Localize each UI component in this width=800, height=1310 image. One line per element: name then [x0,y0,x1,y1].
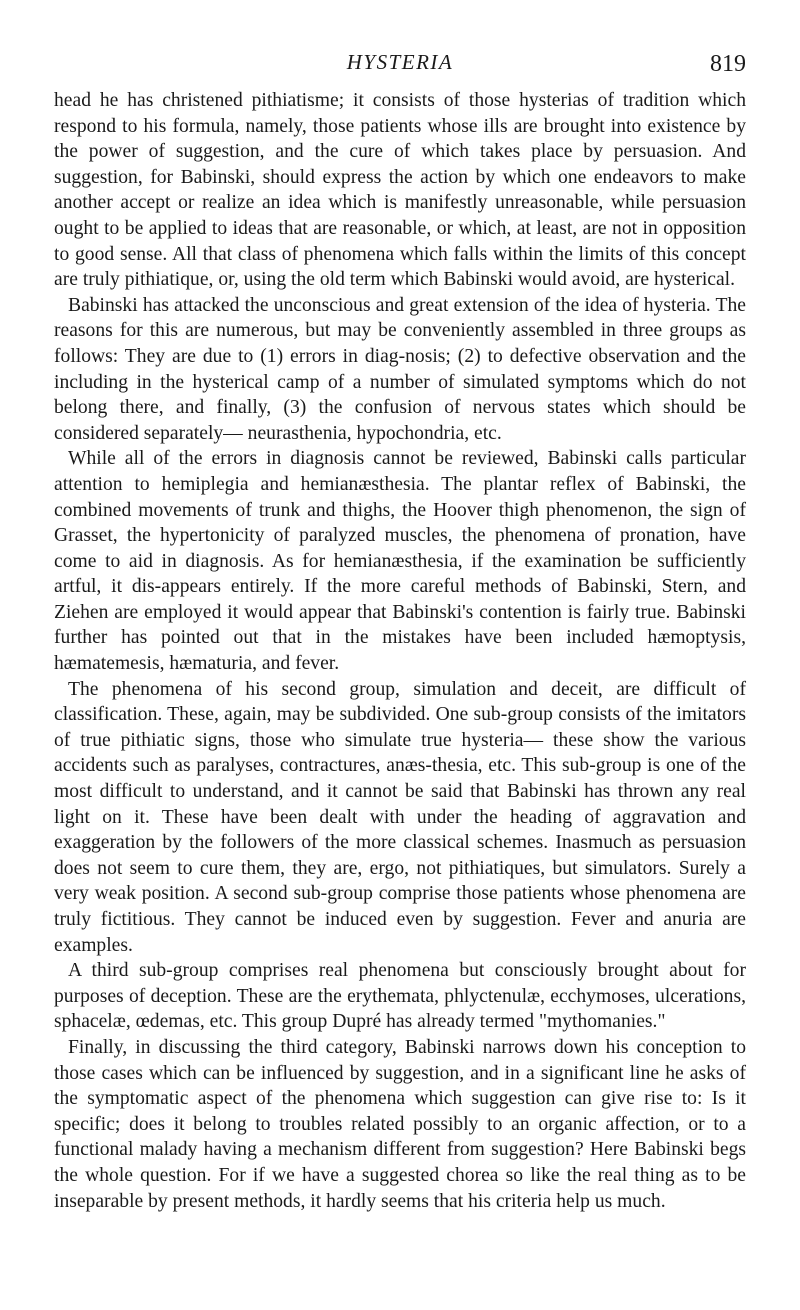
paragraph-2: Babinski has attacked the unconscious and great extension of the idea of hysteria. The reasons for this are numerous, but may be conveniently assembled in three groups as follows: They are due to (1) errors in diag-nosis; (2) to defective observation and the including in the hysterical camp of a number of simulated symptoms which do not belong there, and finally, (3) the confusion of nervous states which should be considered separately— neurasthenia, hypochondria, etc. [54,294,746,444]
page-number: 819 [710,51,746,77]
paragraph-5: A third sub-group comprises real phenomena but consciously brought about for purposes of deception. These are the erythemata, phlyctenulæ, ecchymoses, ulcerations, sphacelæ, œdemas, etc. This group Dupré has already termed "mythomanies." [54,960,746,1033]
paragraph-6: Finally, in discussing the third category, Babinski narrows down his conception to those cases which can be influenced by suggestion, and in a significant line he asks of the symptomatic aspect of the phenomena which suggestion can give rise to: Is it specific; does it belong to troubles related possibly to an organic affection, or to a functional malady having a mechanism different from suggestion? Here Babinski begs the whole question. For if we have a suggested chorea so like the real thing as to be inseparable by present methods, it hardly seems that his criteria help us much. [54,1036,746,1212]
running-head [0,44,800,80]
running-title: HYSTERIA [346,50,454,74]
paragraph-3: While all of the errors in diagnosis cannot be reviewed, Babinski calls particular attention to hemiplegia and hemianæsthesia. The plantar reflex of Babinski, the combined movements of trunk and thighs, the Hoover thigh phenomenon, the sign of Grasset, the hypertonicity of paralyzed muscles, the phenomena of pronation, have come to aid in diagnosis. As for hemianæsthesia, if the examination be sufficiently artful, it dis-appears entirely. If the more careful methods of Babinski, Stern, and Ziehen are employed it would appear that Babinski's contention is fairly true. Babinski further has pointed out that in the mistakes have been included hæmoptysis, hæmatemesis, hæmaturia, and fever. [54,448,746,675]
body-text [54,88,746,1214]
paragraph-1: head he has christened pithiatisme; it consists of those hysterias of tradition which respond to his formula, namely, those patients whose ills are brought into existence by the power of suggestion, and the cure of which takes place by persuasion. And suggestion, for Babinski, should express the action by which one endeavors to make another accept or realize an idea which is manifestly unreasonable, while persuasion ought to be applied to ideas that are reasonable, or which, at least, are not in opposition to good sense. All that class of phenomena which falls within the limits of this concept are truly pithiatique, or, using the old term which Babinski would avoid, are hysterical. [54,90,746,291]
paragraph-4: The phenomena of his second group, simulation and deceit, are difficult of classification. These, again, may be subdivided. One sub-group consists of the imitators of true pithiatic signs, those who simulate true hysteria— these show the various accidents such as paralyses, contractures, anæs-thesia, etc. This sub-group is one of the most difficult to understand, and it cannot be said that Babinski has thrown any real light on it. These have been dealt with under the heading of aggravation and exaggeration by the followers of the more classical schemes. Inasmuch as persuasion does not seem to cure them, they are, ergo, not pithiatiques, but simulators. Surely a very weak position. A second sub-group comprise those patients whose phenomena are truly fictitious. They cannot be induced even by suggestion. Fever and anuria are examples. [54,678,746,956]
